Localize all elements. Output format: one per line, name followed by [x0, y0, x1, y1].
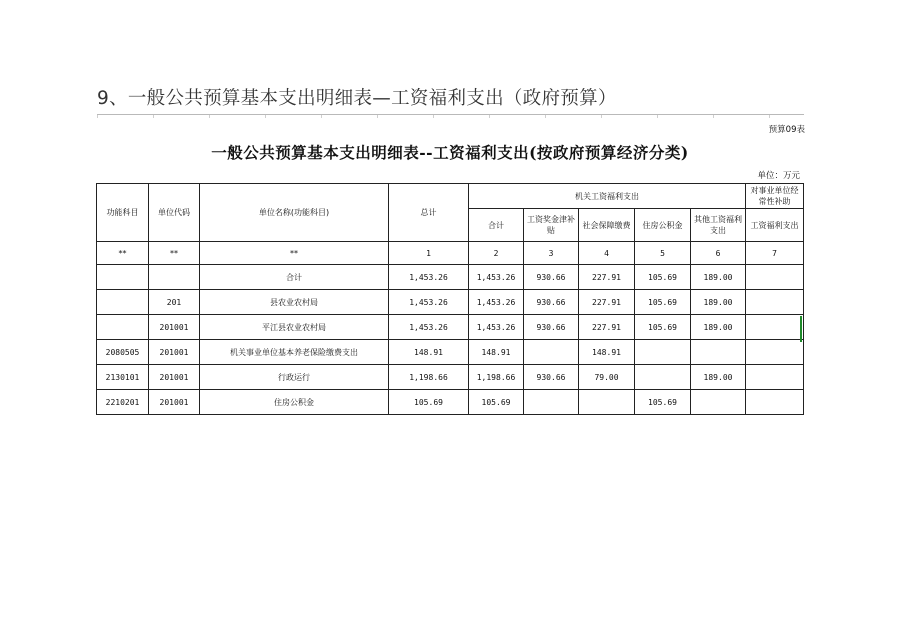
- func-code-cell: 2210201: [97, 390, 149, 415]
- housing-cell: 105.69: [635, 390, 691, 415]
- social-cell: [579, 390, 635, 415]
- table-row: [97, 340, 804, 365]
- index-cell: 2: [469, 242, 524, 265]
- social-cell: 148.91: [579, 340, 635, 365]
- unit-name-cell: 平江县农业农村局: [200, 315, 389, 340]
- unit-code-cell: 201: [149, 290, 200, 315]
- housing-cell: [635, 340, 691, 365]
- unit-code-cell: 201001: [149, 365, 200, 390]
- other-cell: 189.00: [691, 265, 746, 290]
- selection-marker: [800, 316, 802, 342]
- subsidy-cell: [746, 365, 804, 390]
- salary-cell: 930.66: [524, 265, 579, 290]
- other-cell: 189.00: [691, 290, 746, 315]
- other-cell: 189.00: [691, 315, 746, 340]
- social-cell: 227.91: [579, 315, 635, 340]
- form-tag: 预算09表: [768, 125, 805, 135]
- func-code-cell: [97, 315, 149, 340]
- other-cell: 189.00: [691, 365, 746, 390]
- salary-cell: [524, 390, 579, 415]
- subtotal-cell: 1,198.66: [469, 365, 524, 390]
- index-cell: 3: [524, 242, 579, 265]
- subtotal-cell: 105.69: [469, 390, 524, 415]
- subsidy-cell: [746, 390, 804, 415]
- budget-table: [96, 183, 804, 415]
- unit-name-cell: 合计: [200, 265, 389, 290]
- salary-cell: 930.66: [524, 315, 579, 340]
- func-code-cell: [97, 265, 149, 290]
- index-cell: **: [200, 242, 389, 265]
- social-cell: 79.00: [579, 365, 635, 390]
- housing-cell: 105.69: [635, 290, 691, 315]
- table-row: [97, 390, 804, 415]
- func-code-cell: [97, 290, 149, 315]
- total-cell: 1,453.26: [389, 290, 469, 315]
- table-row: [97, 365, 804, 390]
- unit-name-cell: 行政运行: [200, 365, 389, 390]
- social-cell: 227.91: [579, 290, 635, 315]
- salary-cell: [524, 340, 579, 365]
- other-cell: [691, 340, 746, 365]
- divider-tick-marks: [97, 115, 804, 118]
- index-cell: **: [97, 242, 149, 265]
- col-header-subsidy-salary: 工资福利支出: [746, 209, 804, 242]
- salary-cell: 930.66: [524, 365, 579, 390]
- col-header-unit-code: 单位代码: [149, 184, 200, 242]
- subtotal-cell: 1,453.26: [469, 265, 524, 290]
- index-cell: **: [149, 242, 200, 265]
- col-header-housing: 住房公积金: [635, 209, 691, 242]
- table-row: [97, 290, 804, 315]
- other-cell: [691, 390, 746, 415]
- col-header-social: 社会保障缴费: [579, 209, 635, 242]
- subsidy-cell: [746, 290, 804, 315]
- unit-code-cell: 201001: [149, 340, 200, 365]
- col-header-subtotal: 合计: [469, 209, 524, 242]
- index-cell: 1: [389, 242, 469, 265]
- unit-name-cell: 住房公积金: [200, 390, 389, 415]
- col-header-unit-name: 单位名称(功能科目): [200, 184, 389, 242]
- col-header-salary: 工资奖金津补贴: [524, 209, 579, 242]
- social-cell: 227.91: [579, 265, 635, 290]
- col-group-subsidy: 对事业单位经常性补助: [746, 184, 804, 209]
- func-code-cell: 2080505: [97, 340, 149, 365]
- total-cell: 148.91: [389, 340, 469, 365]
- table-title: 一般公共预算基本支出明细表--工资福利支出(按政府预算经济分类): [211, 143, 689, 162]
- func-code-cell: 2130101: [97, 365, 149, 390]
- col-header-func-code: 功能科目: [97, 184, 149, 242]
- index-cell: 5: [635, 242, 691, 265]
- unit-name-cell: 机关事业单位基本养老保险缴费支出: [200, 340, 389, 365]
- section-heading: 9、一般公共预算基本支出明细表—工资福利支出（政府预算）: [97, 88, 617, 109]
- unit-code-cell: [149, 265, 200, 290]
- col-group-org-salary: 机关工资福利支出: [469, 184, 746, 209]
- unit-code-cell: 201001: [149, 315, 200, 340]
- housing-cell: [635, 365, 691, 390]
- subsidy-cell: [746, 340, 804, 365]
- table-row: [97, 315, 804, 340]
- unit-code-cell: 201001: [149, 390, 200, 415]
- housing-cell: 105.69: [635, 265, 691, 290]
- subtotal-cell: 1,453.26: [469, 290, 524, 315]
- housing-cell: 105.69: [635, 315, 691, 340]
- total-cell: 105.69: [389, 390, 469, 415]
- subsidy-cell: [746, 315, 804, 340]
- total-cell: 1,453.26: [389, 265, 469, 290]
- col-header-other: 其他工资福利支出: [691, 209, 746, 242]
- index-cell: 4: [579, 242, 635, 265]
- total-cell: 1,453.26: [389, 315, 469, 340]
- index-cell: 6: [691, 242, 746, 265]
- col-header-total: 总计: [389, 184, 469, 242]
- table-row: [97, 265, 804, 290]
- header-row-1: [97, 184, 804, 209]
- index-cell: 7: [746, 242, 804, 265]
- subtotal-cell: 148.91: [469, 340, 524, 365]
- index-row: [97, 242, 804, 265]
- unit-label: 单位：万元: [757, 171, 800, 181]
- total-cell: 1,198.66: [389, 365, 469, 390]
- subsidy-cell: [746, 265, 804, 290]
- unit-name-cell: 县农业农村局: [200, 290, 389, 315]
- subtotal-cell: 1,453.26: [469, 315, 524, 340]
- salary-cell: 930.66: [524, 290, 579, 315]
